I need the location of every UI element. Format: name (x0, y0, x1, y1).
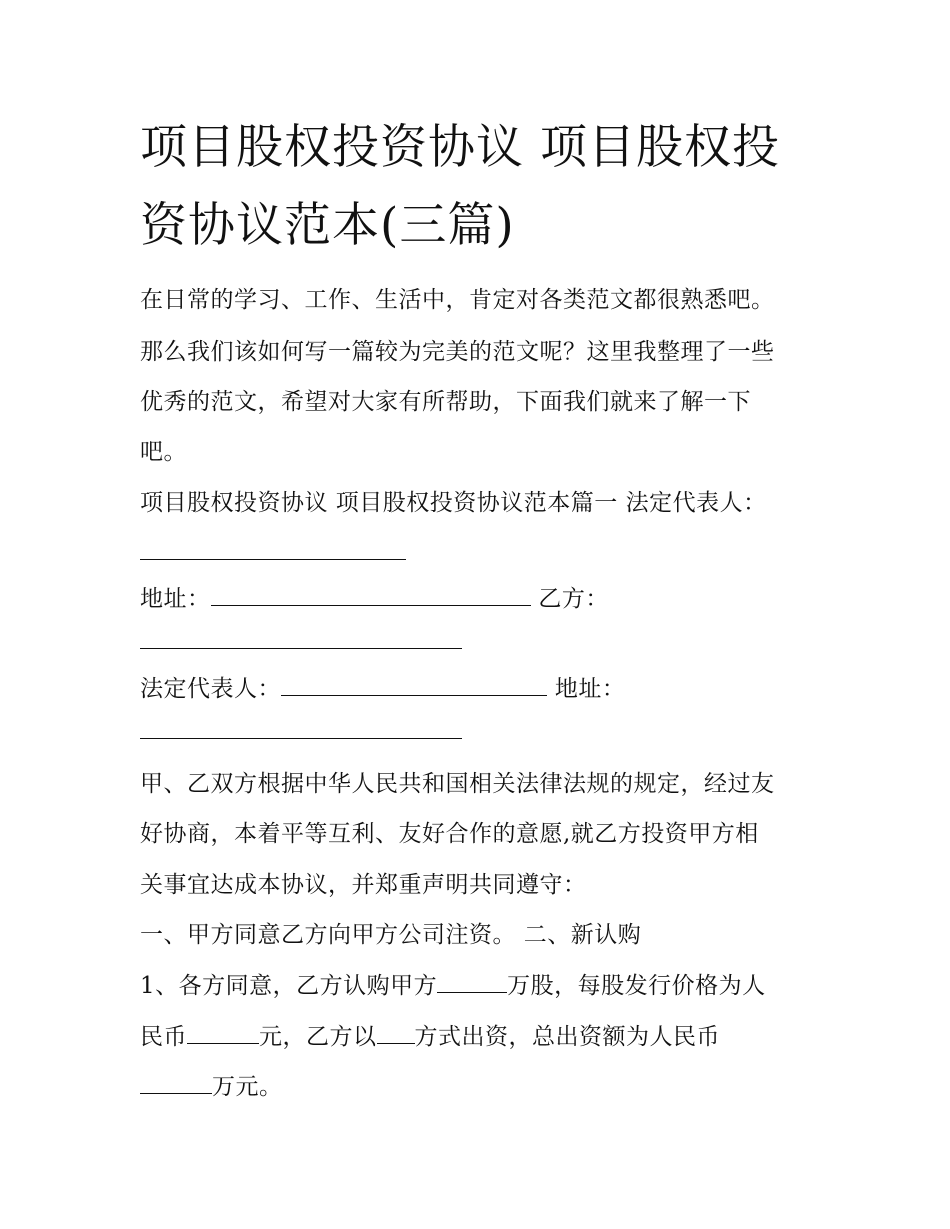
fill-in-blank (437, 972, 507, 993)
fill-in-blank (140, 718, 462, 739)
party-b-label: 乙方： (538, 586, 609, 612)
fill-in-blank (211, 585, 531, 606)
item-1-line-2 (140, 1021, 720, 1053)
section-heading: 项目股权投资协议 项目股权投资协议范本篇一 法定代表人： (140, 490, 767, 516)
blank-line-party-b (140, 626, 462, 658)
fill-in-blank (140, 628, 462, 649)
document-title-line-1: 项目股权投资协议 项目股权投 (140, 120, 780, 175)
blank-line-address-b (140, 716, 462, 748)
item-1-text-a: 1、各方同意，乙方认购甲方 (140, 973, 438, 999)
fill-in-blank (281, 675, 547, 696)
fill-in-blank (140, 539, 406, 560)
intro-paragraph-line-1: 在日常的学习、工作、生活中，肯定对各类范文都很熟悉吧。 (140, 287, 775, 313)
document-title-line-2: 资协议范本(三篇) (140, 198, 515, 253)
item-1-text-f: 万元。 (212, 1074, 283, 1100)
item-1-text-b: 万股，每股发行价格为人 (507, 973, 766, 999)
fill-in-blank (187, 1023, 259, 1044)
intro-paragraph-line-3: 优秀的范文，希望对大家有所帮助，下面我们就来了解一下 (140, 389, 751, 415)
clause-line: 一、甲方同意乙方向甲方公司注资。 二、新认购 (140, 922, 642, 948)
body-paragraph-line-2: 好协商，本着平等互利、友好合作的意愿,就乙方投资甲方相 (140, 821, 759, 847)
blank-line-legal-rep-a (140, 537, 406, 569)
address-label: 地址： (140, 586, 211, 612)
body-paragraph-line-1: 甲、乙双方根据中华人民共和国相关法律法规的规定，经过友 (140, 771, 775, 797)
item-1-text-e: 方式出资，总出资额为人民币 (414, 1024, 720, 1050)
fill-in-blank (140, 1073, 212, 1094)
body-paragraph-line-3: 关事宜达成本协议，并郑重声明共同遵守： (140, 872, 587, 898)
item-1-text-c: 民币 (140, 1024, 187, 1050)
item-1-text-d: 元，乙方以 (259, 1024, 377, 1050)
address-label-2: 地址： (554, 676, 626, 702)
intro-paragraph-line-2: 那么我们该如何写一篇较为完美的范文呢？这里我整理了一些 (140, 339, 775, 365)
item-1-line-1 (140, 970, 766, 1002)
party-b-legal-rep-row (140, 673, 625, 705)
intro-paragraph-line-4: 吧。 (140, 439, 187, 465)
party-a-address-row (140, 583, 609, 615)
fill-in-blank (377, 1023, 415, 1044)
legal-rep-label: 法定代表人： (140, 676, 281, 702)
item-1-line-3 (140, 1071, 283, 1103)
